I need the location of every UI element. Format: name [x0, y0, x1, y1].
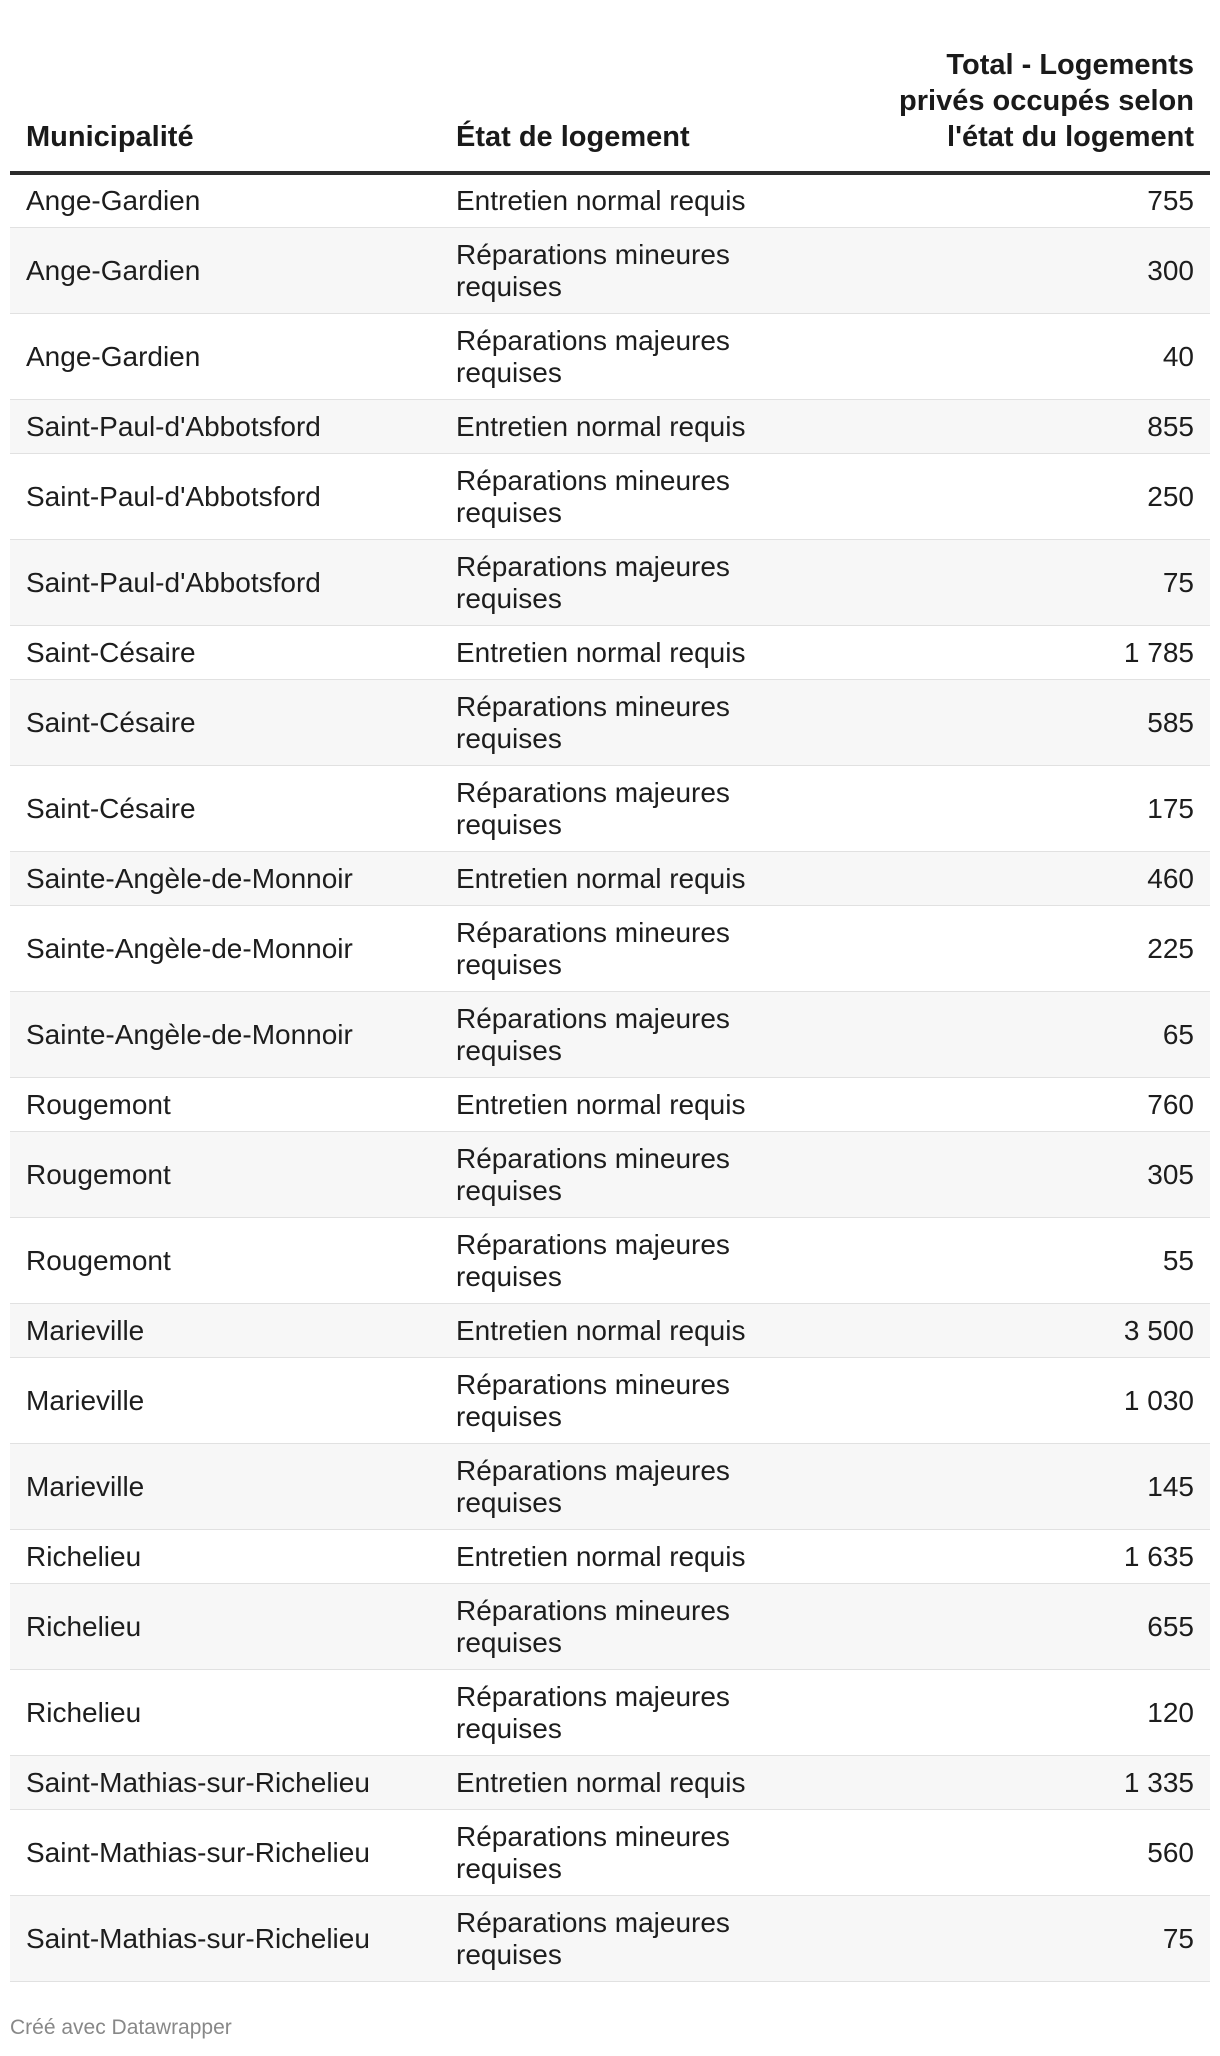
cell-housing-state-text: Réparations majeures requises	[456, 1454, 730, 1518]
cell-total-value: 3 500	[870, 1304, 1210, 1358]
cell-housing-state-text: Entretien normal requis	[456, 410, 746, 442]
table-row	[10, 852, 1210, 906]
table-row	[10, 1358, 1210, 1444]
table-row	[10, 906, 1210, 992]
cell-housing-state	[440, 540, 870, 626]
cell-housing-state	[440, 314, 870, 400]
cell-housing-state-text: Réparations mineures requises	[456, 238, 730, 302]
cell-housing-state	[440, 1218, 870, 1304]
data-table-chart	[10, 40, 1210, 1982]
cell-total-value: 300	[870, 228, 1210, 314]
cell-housing-state-text: Réparations majeures requises	[456, 1002, 730, 1066]
cell-municipality: Saint-Mathias-sur-Richelieu	[10, 1810, 440, 1896]
table-row	[10, 626, 1210, 680]
cell-total-value: 250	[870, 454, 1210, 540]
cell-municipality: Saint-Mathias-sur-Richelieu	[10, 1896, 440, 1982]
cell-housing-state-text: Réparations mineures requises	[456, 690, 730, 754]
cell-housing-state-text: Réparations majeures requises	[456, 776, 730, 840]
cell-total-value: 585	[870, 680, 1210, 766]
data-table	[10, 40, 1210, 1982]
cell-housing-state-text: Réparations majeures requises	[456, 1228, 730, 1292]
cell-total-value: 655	[870, 1584, 1210, 1670]
datawrapper-credit: Créé avec Datawrapper	[10, 2016, 232, 2039]
cell-housing-state	[440, 1584, 870, 1670]
cell-housing-state	[440, 1444, 870, 1530]
cell-total-value: 75	[870, 540, 1210, 626]
column-header-total-line3: l'état du logement	[947, 121, 1194, 153]
cell-municipality: Marieville	[10, 1358, 440, 1444]
cell-housing-state	[440, 992, 870, 1078]
table-header	[10, 40, 1210, 173]
cell-housing-state	[440, 228, 870, 314]
table-row	[10, 540, 1210, 626]
cell-housing-state-text: Réparations mineures requises	[456, 1142, 730, 1206]
table-row	[10, 1584, 1210, 1670]
table-row	[10, 228, 1210, 314]
cell-housing-state	[440, 626, 870, 680]
cell-total-value: 855	[870, 400, 1210, 454]
table-body	[10, 173, 1210, 1982]
table-row	[10, 1530, 1210, 1584]
cell-total-value: 175	[870, 766, 1210, 852]
cell-housing-state-text: Réparations mineures requises	[456, 1594, 730, 1658]
cell-housing-state	[440, 766, 870, 852]
table-row	[10, 1444, 1210, 1530]
cell-housing-state	[440, 1810, 870, 1896]
cell-housing-state	[440, 454, 870, 540]
table-row	[10, 1810, 1210, 1896]
cell-total-value: 225	[870, 906, 1210, 992]
cell-total-value: 760	[870, 1078, 1210, 1132]
cell-total-value: 755	[870, 173, 1210, 228]
cell-housing-state-text: Réparations majeures requises	[456, 550, 730, 614]
cell-municipality: Saint-Paul-d'Abbotsford	[10, 540, 440, 626]
cell-housing-state	[440, 852, 870, 906]
table-row	[10, 1756, 1210, 1810]
cell-total-value: 145	[870, 1444, 1210, 1530]
cell-municipality: Rougemont	[10, 1078, 440, 1132]
cell-housing-state	[440, 1304, 870, 1358]
cell-municipality: Sainte-Angèle-de-Monnoir	[10, 992, 440, 1078]
cell-municipality: Marieville	[10, 1444, 440, 1530]
cell-housing-state-text: Entretien normal requis	[456, 1088, 746, 1120]
cell-municipality: Ange-Gardien	[10, 228, 440, 314]
cell-total-value: 1 030	[870, 1358, 1210, 1444]
column-header-total-line1: Total - Logements	[946, 49, 1194, 81]
cell-housing-state	[440, 906, 870, 992]
cell-housing-state-text: Réparations majeures requises	[456, 1906, 730, 1970]
table-row	[10, 992, 1210, 1078]
cell-housing-state-text: Réparations mineures requises	[456, 464, 730, 528]
cell-total-value: 560	[870, 1810, 1210, 1896]
cell-housing-state-text: Entretien normal requis	[456, 1766, 746, 1798]
table-row	[10, 314, 1210, 400]
cell-housing-state-text: Réparations majeures requises	[456, 1680, 730, 1744]
cell-housing-state	[440, 1756, 870, 1810]
table-row	[10, 1896, 1210, 1982]
cell-municipality: Marieville	[10, 1304, 440, 1358]
cell-housing-state-text: Entretien normal requis	[456, 862, 746, 894]
table-row	[10, 1078, 1210, 1132]
cell-municipality: Saint-Césaire	[10, 766, 440, 852]
table-row	[10, 400, 1210, 454]
table-row	[10, 766, 1210, 852]
cell-housing-state	[440, 1132, 870, 1218]
cell-housing-state	[440, 1078, 870, 1132]
cell-housing-state-text: Entretien normal requis	[456, 636, 746, 668]
cell-housing-state	[440, 680, 870, 766]
column-header-total-line2: privés occupés selon	[899, 85, 1194, 117]
cell-housing-state	[440, 1896, 870, 1982]
cell-housing-state	[440, 1530, 870, 1584]
table-row	[10, 1218, 1210, 1304]
cell-municipality: Saint-Césaire	[10, 680, 440, 766]
cell-municipality: Ange-Gardien	[10, 314, 440, 400]
cell-municipality: Rougemont	[10, 1132, 440, 1218]
cell-total-value: 40	[870, 314, 1210, 400]
cell-housing-state-text: Réparations mineures requises	[456, 1820, 730, 1884]
cell-housing-state-text: Entretien normal requis	[456, 185, 746, 216]
table-row	[10, 1304, 1210, 1358]
cell-total-value: 1 785	[870, 626, 1210, 680]
cell-housing-state-text: Réparations mineures requises	[456, 1368, 730, 1432]
column-header-municipality[interactable]: Municipalité	[10, 40, 440, 173]
cell-total-value: 55	[870, 1218, 1210, 1304]
table-row	[10, 1670, 1210, 1756]
table-row	[10, 454, 1210, 540]
cell-municipality: Richelieu	[10, 1584, 440, 1670]
cell-housing-state-text: Réparations mineures requises	[456, 916, 730, 980]
cell-total-value: 75	[870, 1896, 1210, 1982]
cell-housing-state-text: Entretien normal requis	[456, 1314, 746, 1346]
header-row	[10, 40, 1210, 173]
table-row	[10, 173, 1210, 228]
cell-municipality: Richelieu	[10, 1530, 440, 1584]
cell-municipality: Richelieu	[10, 1670, 440, 1756]
cell-total-value: 1 335	[870, 1756, 1210, 1810]
column-header-housing-state[interactable]: État de logement	[440, 40, 870, 173]
cell-housing-state	[440, 173, 870, 228]
cell-total-value: 120	[870, 1670, 1210, 1756]
cell-municipality: Saint-Paul-d'Abbotsford	[10, 454, 440, 540]
cell-housing-state	[440, 1358, 870, 1444]
cell-municipality: Saint-Mathias-sur-Richelieu	[10, 1756, 440, 1810]
cell-total-value: 1 635	[870, 1530, 1210, 1584]
cell-housing-state-text: Réparations majeures requises	[456, 324, 730, 388]
table-row	[10, 1132, 1210, 1218]
column-header-total[interactable]	[870, 40, 1210, 173]
cell-total-value: 460	[870, 852, 1210, 906]
cell-total-value: 65	[870, 992, 1210, 1078]
cell-municipality: Ange-Gardien	[10, 173, 440, 228]
cell-municipality: Saint-Césaire	[10, 626, 440, 680]
cell-housing-state	[440, 400, 870, 454]
cell-municipality: Sainte-Angèle-de-Monnoir	[10, 906, 440, 992]
cell-municipality: Sainte-Angèle-de-Monnoir	[10, 852, 440, 906]
table-row	[10, 680, 1210, 766]
cell-housing-state	[440, 1670, 870, 1756]
cell-housing-state-text: Entretien normal requis	[456, 1540, 746, 1572]
cell-municipality: Saint-Paul-d'Abbotsford	[10, 400, 440, 454]
cell-municipality: Rougemont	[10, 1218, 440, 1304]
cell-total-value: 305	[870, 1132, 1210, 1218]
